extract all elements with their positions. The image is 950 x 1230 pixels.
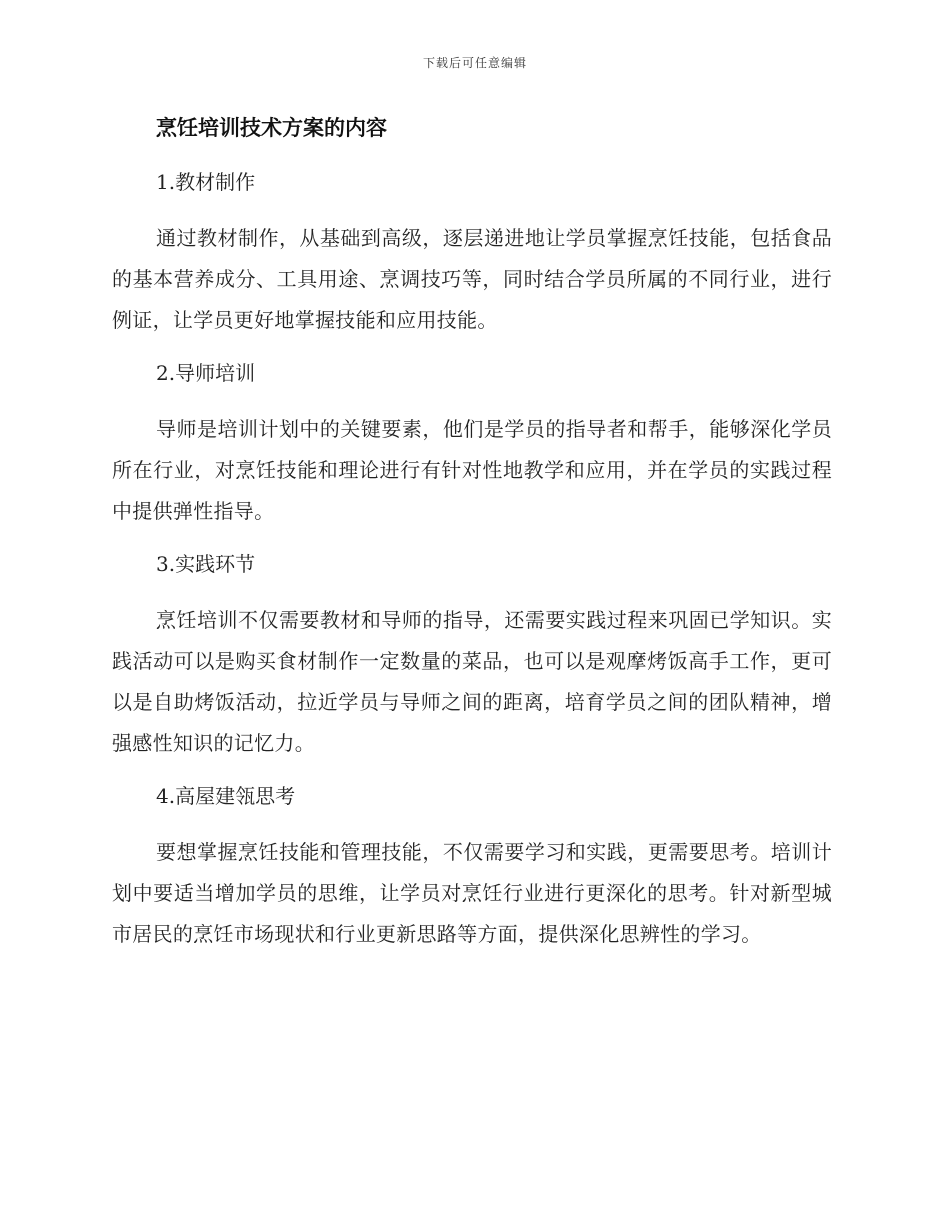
page-header: 下载后可任意编辑 [422, 56, 527, 70]
section-paragraph-4: 要想掌握烹饪技能和管理技能，不仅需要学习和实践，更需要思考。培训计划中要适当增加学员的思维，让学员对烹饪行业进行更深化的思考。针对新型城市居民的烹饪市场现状和行业更新思路等方面，提供深化思辨性的学习。 [112, 840, 832, 946]
section-heading-4: 4.高屋建瓴思考 [156, 784, 296, 808]
section-heading-2: 2.导师培训 [156, 361, 256, 385]
document-title: 烹饪培训技术方案的内容 [156, 115, 387, 140]
document-body [112, 110, 832, 969]
section-heading-1: 1.教材制作 [156, 170, 256, 194]
section-paragraph-3: 烹饪培训不仅需要教材和导师的指导，还需要实践过程来巩固已学知识。实践活动可以是购买食材制作一定数量的菜品，也可以是观摩烤饭高手工作，更可以是自助烤饭活动，拉近学员与导师之间的距离，培育学员之间的团队精神，增强感性知识的记忆力。 [112, 608, 832, 755]
section-heading-3: 3.实践环节 [156, 552, 256, 576]
section-paragraph-2: 导师是培训计划中的关键要素，他们是学员的指导者和帮手，能够深化学员所在行业，对烹饪技能和理论进行有针对性地教学和应用，并在学员的实践过程中提供弹性指导。 [112, 417, 832, 523]
section-paragraph-1: 通过教材制作，从基础到高级，逐层递进地让学员掌握烹饪技能，包括食品的基本营养成分、工具用途、烹调技巧等，同时结合学员所属的不同行业，进行例证，让学员更好地掌握技能和应用技能。 [112, 226, 832, 332]
